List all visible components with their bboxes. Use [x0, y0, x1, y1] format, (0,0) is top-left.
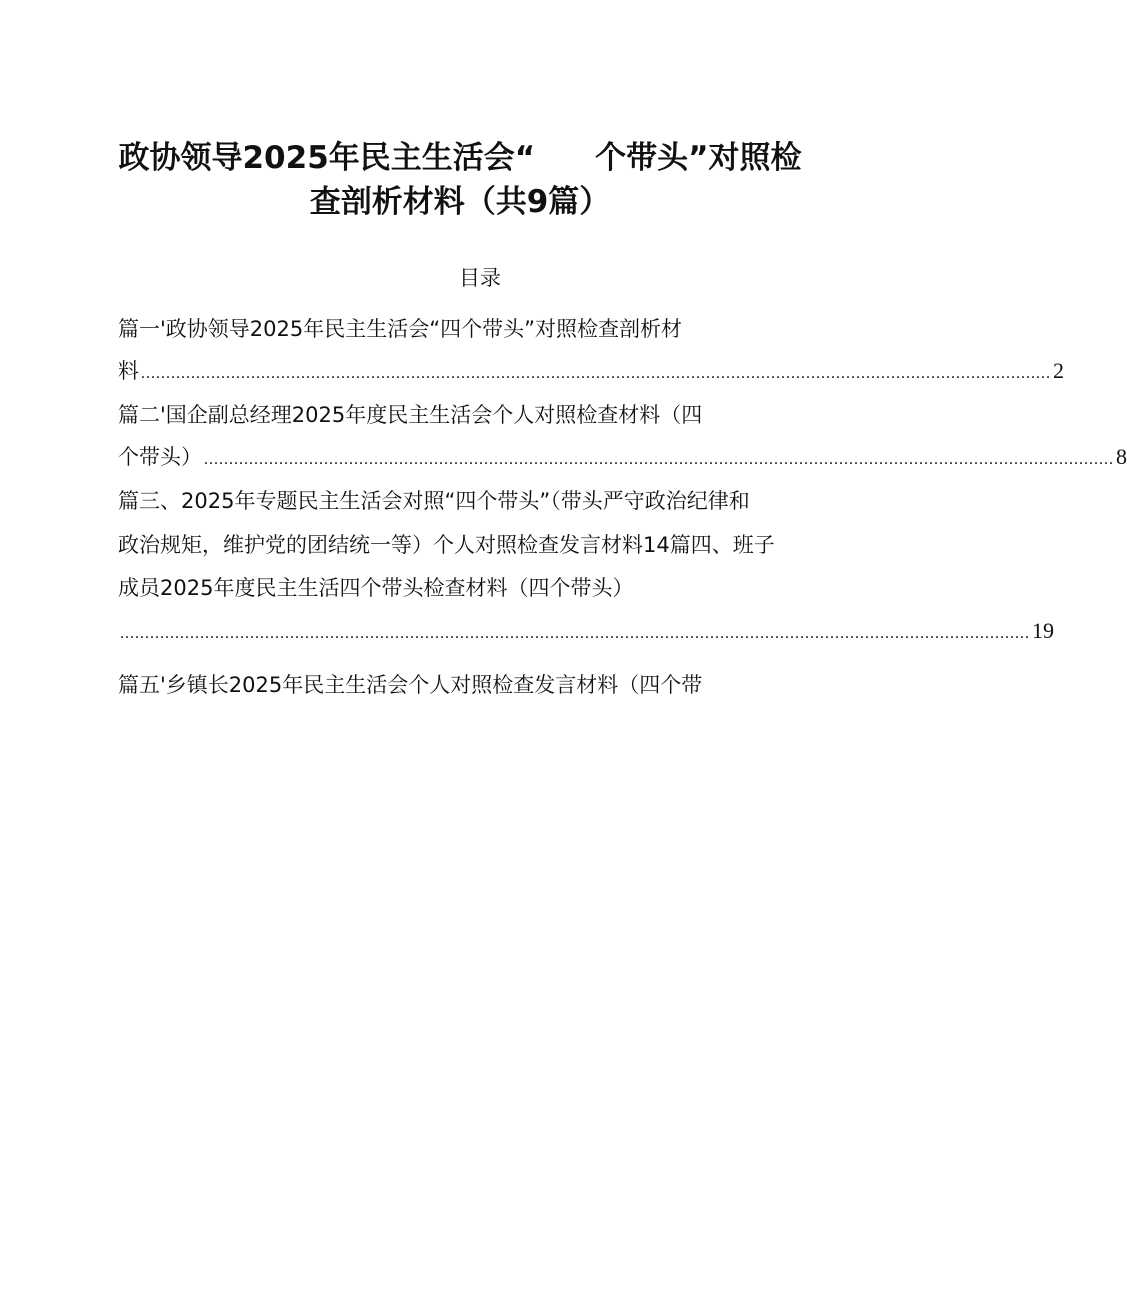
toc-entry-3-leader: ......................................................................................................................................................................................	[120, 625, 1030, 642]
toc-entry-1-page: 2	[1053, 358, 1064, 383]
toc-entry-1-line-2[interactable]	[118, 354, 1064, 391]
toc-entry-2-text: 个带头）	[118, 445, 202, 469]
toc-heading: 目录	[459, 266, 501, 290]
title-part-a: 政协领导2025年民主生活会“	[118, 140, 536, 176]
toc-entry-2-leader: ......................................................................................................................................................................................	[204, 451, 1114, 468]
toc-entry-2-page: 8	[1116, 444, 1127, 469]
toc-entry-3-line-3[interactable]: 成员2025年度民主生活四个带头检查材料（四个带头）	[118, 576, 634, 600]
toc-entry-3-line-2[interactable]: 政治规矩，维护党的团结统一等）个人对照检查发言材料14篇四、班子	[118, 533, 775, 557]
toc-entry-1-line-1[interactable]: 篇一'政协领导2025年民主生活会“四个带头”对照检查剖析材	[118, 317, 682, 341]
toc-entry-3-line-4[interactable]	[118, 614, 1054, 651]
title-part-b: 个带头”对照检	[595, 140, 802, 176]
toc-entry-3-page: 19	[1032, 618, 1054, 643]
toc-entry-5-line-1[interactable]: 篇五'乡镇长2025年民主生活会个人对照检查发言材料（四个带	[118, 673, 703, 697]
document-title-line-1	[80, 136, 840, 180]
toc-entry-2-line-2[interactable]	[118, 440, 1127, 477]
document-title-line-2: 查剖析材料（共9篇）	[309, 184, 611, 220]
toc-entry-1-leader: ......................................................................................................................................................................................	[141, 365, 1051, 382]
toc-entry-1-text: 料	[118, 359, 139, 383]
toc-entry-3-line-1[interactable]: 篇三、2025年专题民主生活会对照“四个带头”（带头严守政治纪律和	[118, 489, 750, 513]
toc-entry-2-line-1[interactable]: 篇二'国企副总经理2025年度民主生活会个人对照检查材料（四	[118, 403, 703, 427]
